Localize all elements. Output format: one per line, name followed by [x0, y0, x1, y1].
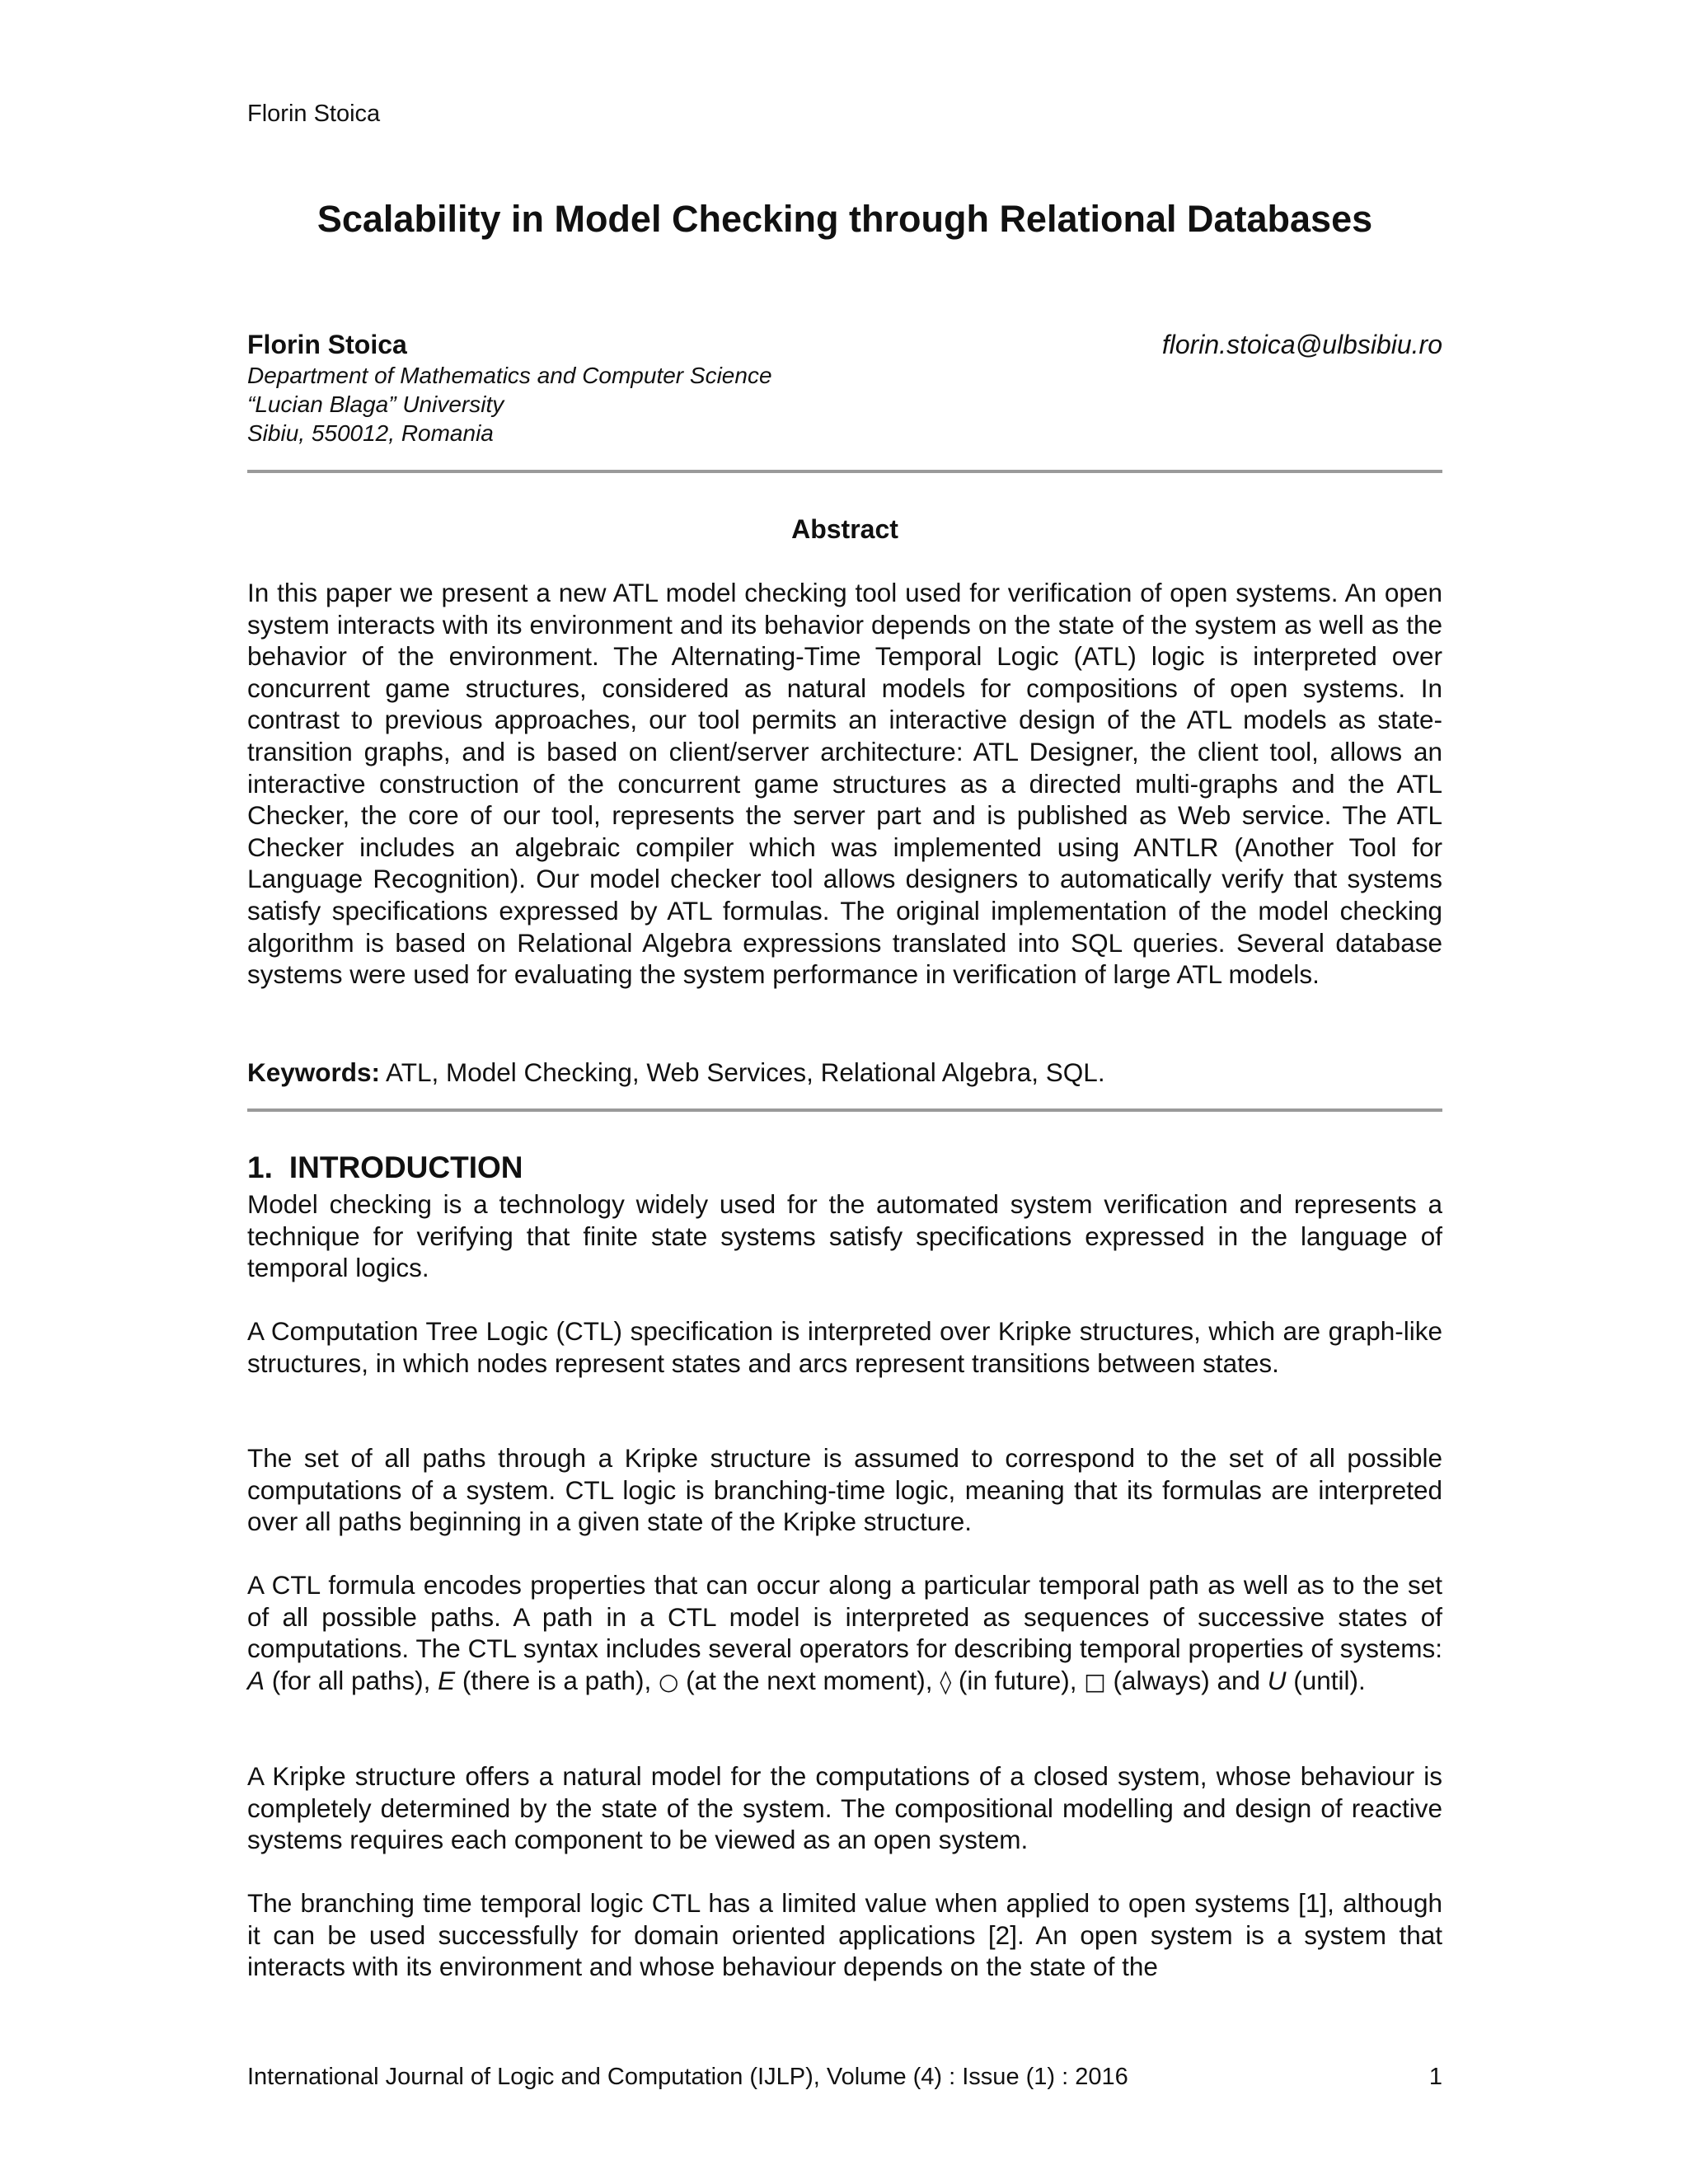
always-operator-icon: □	[1084, 1667, 1106, 1695]
p4-desc-all: (for all paths),	[265, 1665, 438, 1695]
author-name: Florin Stoica	[247, 330, 407, 359]
next-operator-icon: ○	[658, 1667, 679, 1695]
footer-page-number: 1	[1428, 2064, 1442, 2090]
intro-paragraph-1: Model checking is a technology widely used for the automated system verification and represents a technique for verifying that finite state systems satisfy specifications expressed in the language of temporal logics.	[247, 1189, 1442, 1283]
paper-page	[247, 0, 1442, 2184]
p4-intro: A CTL formula encodes properties that can occur along a particular temporal path as well as to the set of all possible paths. A path in a CTL model is interpreted as sequences of successive states of computations. The CTL syntax includes several operators for describing temporal properties of systems:	[247, 1570, 1442, 1664]
author-university: “Lucian Blaga” University	[247, 391, 504, 417]
author-email: florin.stoica@ulbsibiu.ro	[1161, 330, 1442, 359]
p4-desc-future: (in future),	[951, 1665, 1085, 1695]
p4-desc-exists: (there is a path),	[455, 1665, 659, 1695]
op-exists: E	[438, 1665, 456, 1695]
author-location: Sibiu, 550012, Romania	[247, 420, 494, 446]
intro-paragraph-5: A Kripke structure offers a natural model for the computations of a closed system, whose behaviour is completely determined by the state of the system. The compositional modelling and design of reactive systems requires each component to be viewed as an open system.	[247, 1761, 1442, 1855]
op-all: A	[247, 1665, 265, 1695]
future-operator-icon: ◊	[940, 1667, 952, 1695]
author-department: Department of Mathematics and Computer Science	[247, 363, 772, 388]
intro-paragraph-4	[247, 1569, 1442, 1698]
intro-paragraph-2: A Computation Tree Logic (CTL) specification is interpreted over Kripke structures, which are graph-like structures, in which nodes represent states and arcs represent transitions between states.	[247, 1316, 1442, 1378]
p4-desc-always: (always) and	[1105, 1665, 1268, 1695]
paper-title: Scalability in Model Checking through Relational Databases	[316, 198, 1373, 240]
abstract-heading: Abstract	[791, 514, 898, 544]
section-number: 1.	[247, 1151, 273, 1184]
intro-paragraph-6: The branching time temporal logic CTL has a limited value when applied to open systems [1], although it can be used successfully for domain oriented applications [2]. An open system is a system that interacts with its environment and whose behaviour depends on the state of the	[247, 1888, 1442, 1982]
footer-journal: International Journal of Logic and Computation (IJLP), Volume (4) : Issue (1) : 2016	[247, 2064, 1128, 2090]
divider-bottom	[247, 1108, 1442, 1112]
intro-paragraph-3: The set of all paths through a Kripke structure is assumed to correspond to the set of all possible computations of a system. CTL logic is branching-time logic, meaning that its formulas are interpreted over all paths beginning in a given state of the Kripke structure.	[247, 1443, 1442, 1537]
author-block	[247, 328, 1442, 448]
abstract-text: In this paper we present a new ATL model checking tool used for verification of open systems. An open system interacts with its environment and its behavior depends on the state of the system as well as the behavior of the environment. The Alternating-Time Temporal Logic (ATL) logic is interpreted over concurrent game structures, considered as natural models for compositions of open systems. In contrast to previous approaches, our tool permits an interactive design of the ATL models as state-transition graphs, and is based on client/server architecture: ATL Designer, the client tool, allows an interactive construction of the concurrent game structures as a directed multi-graphs and the ATL Checker, the core of our tool, represents the server part and is published as Web service. The ATL Checker includes an algebraic compiler which was implemented using ANTLR (Another Tool for Language Recognition). Our model checker tool allows designers to automatically verify that systems satisfy specifications expressed by ATL formulas. The original implementation of the model checking algorithm is based on Relational Algebra expressions translated into SQL queries. Several database systems were used for evaluating the system performance in verification of large ATL models.	[247, 578, 1442, 990]
divider-top	[247, 470, 1442, 473]
keywords	[247, 1057, 1442, 1089]
page-footer	[247, 2062, 1442, 2092]
p4-desc-next: (at the next moment),	[678, 1665, 940, 1695]
p4-desc-until: (until).	[1286, 1665, 1366, 1695]
section-title: INTRODUCTION	[288, 1151, 523, 1184]
running-header-author: Florin Stoica	[247, 101, 381, 127]
keywords-label: Keywords:	[247, 1057, 381, 1087]
op-until: U	[1267, 1665, 1287, 1695]
keywords-list: ATL, Model Checking, Web Services, Relational Algebra, SQL.	[380, 1057, 1105, 1087]
section-heading-introduction	[247, 1149, 523, 1187]
